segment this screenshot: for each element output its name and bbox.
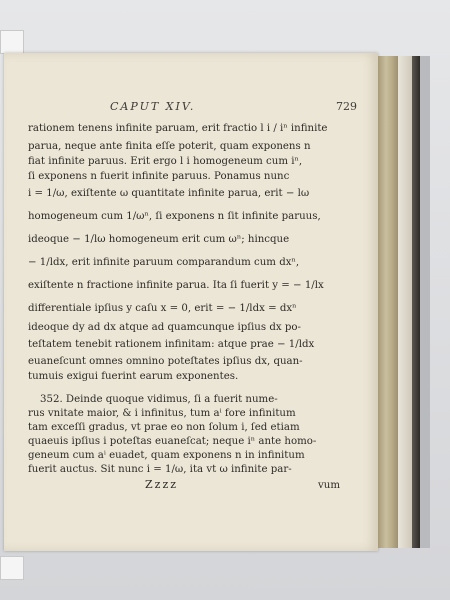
- text-line: ideoque − 1/lω homogeneum erit cum ωⁿ; hincque: [28, 234, 290, 245]
- text-line: i = 1/ω, exiſtente ω quantitate infinite parua, erit − lω: [28, 188, 310, 199]
- page-block-light-edge: [398, 56, 412, 548]
- signature-mark: Zzzz: [145, 478, 179, 491]
- text-line: rus vnitate maior, & i infinitus, tum aⁱ fore infinitum: [28, 408, 296, 419]
- text-line: euaneſcunt omnes omnino poteſtates ipſius dx, quan-: [28, 356, 303, 367]
- text-line: teſtatem tenebit rationem infinitam: atque prae − 1/ldx: [28, 339, 315, 350]
- page-block-edge: [378, 56, 398, 548]
- text-line: ſi exponens n fuerit infinite paruus. Ponamus nunc: [28, 171, 290, 182]
- text-line: rationem tenens infinite paruam, erit fractio l i / iⁿ infinite: [28, 123, 328, 134]
- text-line: fiat infinite paruus. Erit ergo l i homogeneum cum iⁿ,: [28, 156, 303, 167]
- catchword: vum: [318, 480, 340, 491]
- text-line: differentiale ipſius y caſu x = 0, erit = − 1/ldx = dxⁿ: [28, 303, 297, 314]
- text-line: homogeneum cum 1/ωⁿ, ſi exponens n ſit infinite paruus,: [28, 211, 321, 222]
- page-clip-top: [0, 30, 24, 54]
- text-line: − 1/ldx, erit infinite paruum comparandum cum dxⁿ,: [28, 257, 300, 268]
- text-line: quaeuis ipſius i poteſtas euaneſcat; neque iⁿ ante homo-: [28, 436, 317, 447]
- text-line: geneum cum aⁱ euadet, quam exponens n in infinitum: [28, 450, 305, 461]
- page-number: 729: [336, 100, 357, 113]
- text-line: ideoque dy ad dx atque ad quamcunque ipſius dx po-: [28, 322, 301, 333]
- backing-strip: [420, 56, 430, 548]
- binding-shadow: [412, 56, 420, 548]
- text-line: parua, neque ante finita eſſe poterit, quam exponens n: [28, 141, 311, 152]
- paragraph-start-line: 352. Deinde quoque vidimus, ſi a fuerit nume-: [40, 394, 278, 405]
- text-line: fuerit auctus. Sit nunc i = 1/ω, ita vt ω infinite par-: [28, 464, 292, 475]
- text-line: tumuis exigui fuerint earum exponentes.: [28, 371, 239, 382]
- text-line: exiſtente n fractione infinite parua. Ita ſi fuerit y = − 1/lx: [28, 280, 324, 291]
- page-clip-bottom: [0, 556, 24, 580]
- text-line: tam exceſſi gradus, vt prae eo non ſolum i, ſed etiam: [28, 422, 300, 433]
- running-title: CAPUT XIV.: [110, 100, 196, 113]
